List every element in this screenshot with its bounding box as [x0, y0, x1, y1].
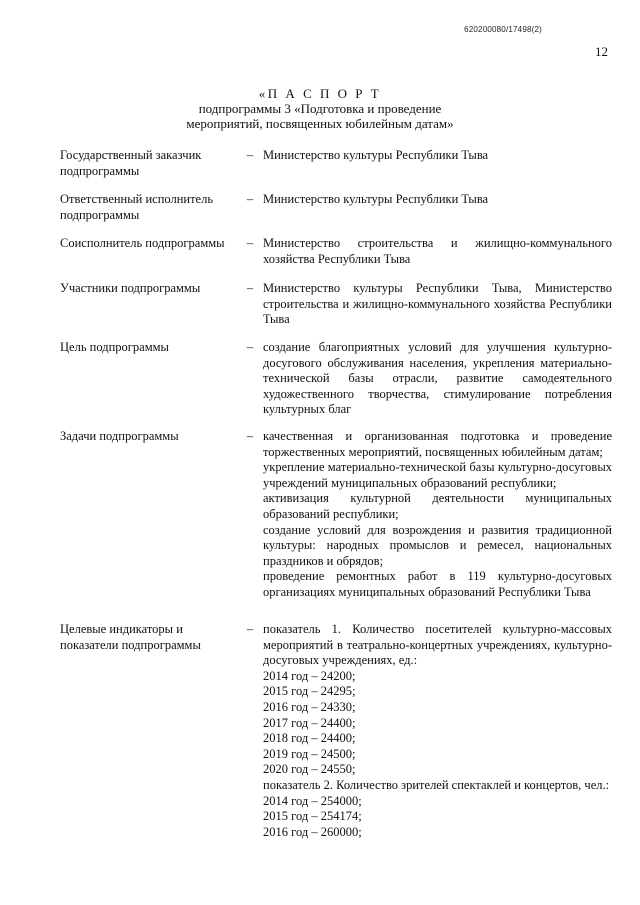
- document-number: 620200080/17498(2): [464, 25, 542, 34]
- row-dash: –: [246, 236, 254, 250]
- task-item: активизация культурной деятельности муниципальных образований республики;: [263, 491, 612, 521]
- indicator-line: 2015 год – 254174;: [263, 809, 362, 824]
- row-dash: –: [246, 429, 254, 443]
- task-item: создание условий для возрождения и развития традиционной культуры: народных промыслов и ремесел, национальных праздников и обрядов;: [263, 522, 612, 568]
- value-line: Министерство строительства и жилищно-коммунального хозяйства Республики Тыва: [263, 236, 612, 266]
- indicator-line: 2020 год – 24550;: [263, 762, 356, 777]
- row-label: Ответственный исполнитель подпрограммы: [60, 192, 214, 222]
- value-line: создание благоприятных условий для улучшения культурно-досугового обслуживания населения, укрепления материально-технической базы отрасли, развитие самодеятельного художественного творчества, стимулирование потребления культурных благ: [263, 340, 612, 417]
- row-dash: –: [246, 340, 254, 354]
- task-item: качественная и организованная подготовка и проведение торжественных мероприятий, посвященных юбилейным датам;: [263, 429, 612, 459]
- indicator-line: 2017 год – 24400;: [263, 715, 356, 730]
- indicator-line: 2018 год – 24400;: [263, 731, 356, 746]
- task-item: укрепление материально-технической базы культурно-досуговых учреждений муниципальных образований республики;: [263, 460, 612, 490]
- row-dash: –: [246, 281, 254, 295]
- title-line-2: подпрограммы 3 «Подготовка и проведение: [198, 101, 442, 116]
- row-label: Государственный заказчик подпрограммы: [60, 148, 202, 178]
- row-value: [263, 236, 612, 267]
- indicator-line: 2019 год – 24500;: [263, 746, 356, 761]
- row-label: Соисполнитель подпрограммы: [60, 236, 225, 250]
- row-label: Участники подпрограммы: [60, 281, 201, 295]
- value-line: Министерство культуры Республики Тыва, Министерство строительства и жилищно-коммунального хозяйства Республики Тыва: [263, 281, 612, 327]
- passport-title: [0, 86, 640, 131]
- indicator-line: показатель 1. Количество посетителей культурно-массовых мероприятий в театрально-концертных учреждениях, культурно-досуговых учреждениях, ед.:: [263, 622, 612, 668]
- title-line-3: мероприятий, посвященных юбилейным датам»: [186, 116, 454, 131]
- row-dash: –: [246, 622, 254, 636]
- row-value: [263, 622, 612, 840]
- page-number: 12: [595, 44, 608, 59]
- row-label: Задачи подпрограммы: [60, 429, 179, 443]
- indicator-line: 2015 год – 24295;: [263, 684, 356, 699]
- row-value: [263, 340, 612, 418]
- title-line-1: «П А С П О Р Т: [258, 86, 382, 101]
- indicator-line: 2014 год – 24200;: [263, 668, 356, 683]
- row-label: Цель подпрограммы: [60, 340, 169, 354]
- row-value: [263, 192, 612, 208]
- row-dash: –: [246, 148, 254, 162]
- row-value: [263, 281, 612, 328]
- indicator-line: 2016 год – 24330;: [263, 699, 356, 714]
- row-value: [263, 429, 612, 601]
- indicator-line: 2016 год – 260000;: [263, 824, 362, 839]
- value-line: Министерство культуры Республики Тыва: [263, 192, 489, 206]
- row-dash: –: [246, 192, 254, 206]
- value-line: Министерство культуры Республики Тыва: [263, 148, 489, 162]
- task-item: проведение ремонтных работ в 119 культурно-досуговых организациях муниципальных образований Республики Тыва: [263, 569, 612, 599]
- indicator-line: 2014 год – 254000;: [263, 793, 362, 808]
- row-label: Целевые индикаторы и показатели подпрограммы: [60, 622, 201, 652]
- row-value: [263, 148, 612, 164]
- indicator-line: показатель 2. Количество зрителей спектаклей и концертов, чел.:: [263, 777, 610, 792]
